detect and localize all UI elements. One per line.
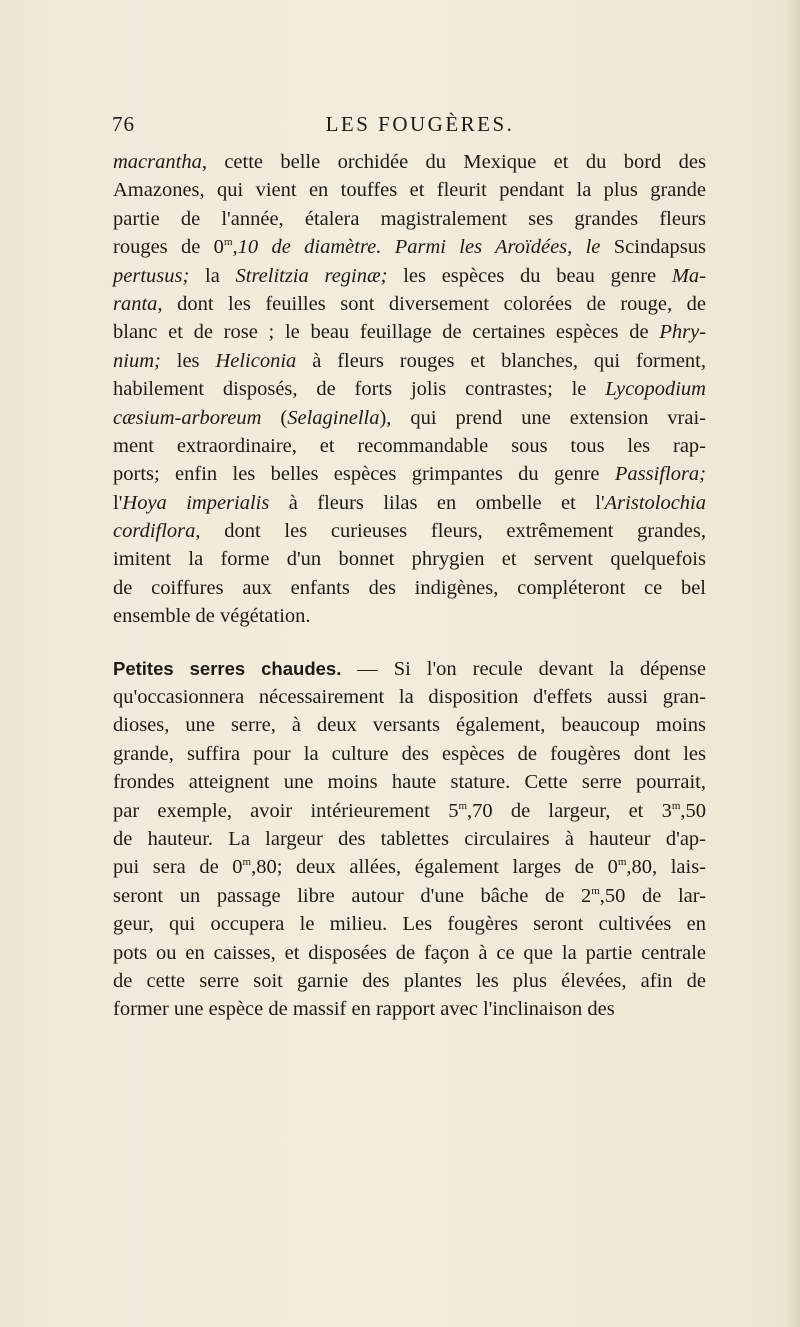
text-line bbox=[113, 740, 706, 768]
text-run: ment extraordinaire, et recommandable sous tous les rap- bbox=[113, 434, 706, 457]
text-line bbox=[113, 825, 706, 853]
text-run: rouges de 0 bbox=[113, 236, 224, 259]
text-run: pui sera de 0$^m$,80; deux allées, également larges de 0$^m$,80, lais- bbox=[113, 856, 707, 879]
text-run: de cette serre soit garnie des plantes les plus élevées, afin de bbox=[113, 969, 706, 992]
text-line bbox=[113, 995, 706, 1023]
text-line bbox=[113, 655, 706, 683]
text-run: l' bbox=[113, 491, 123, 514]
text-run: habilement disposés, de forts jolis contrastes; le bbox=[113, 378, 606, 401]
text-line bbox=[113, 711, 706, 739]
italic-term: Ma- bbox=[671, 264, 706, 287]
italic-term: Phry- bbox=[659, 321, 706, 344]
italic-term: Aristolochia bbox=[604, 491, 706, 514]
text-run: pots ou en caisses, et disposées de façon à ce que la partie centrale bbox=[113, 941, 706, 964]
text-line bbox=[113, 853, 706, 881]
italic-term: Hoya imperialis bbox=[122, 491, 270, 514]
text-line bbox=[113, 460, 706, 488]
italic-term: ,10 de diamètre. Parmi les Aroïdées, le bbox=[232, 236, 614, 259]
text-line bbox=[113, 768, 706, 796]
text-line bbox=[113, 574, 706, 602]
text-run: de hauteur. La largeur des tablettes circulaires à hauteur d'ap- bbox=[113, 827, 706, 850]
text-run: ( bbox=[261, 406, 288, 429]
text-line bbox=[113, 910, 706, 938]
body-text bbox=[113, 148, 706, 1024]
text-run: blanc et de rose ; le beau feuillage de certaines espèces de bbox=[113, 321, 660, 344]
page-number: 76 bbox=[112, 112, 135, 136]
italic-term: Heliconia bbox=[215, 349, 297, 372]
unit-superscript: m bbox=[242, 856, 252, 869]
text-run: , cette belle orchidée du Mexique et du bord des bbox=[201, 151, 706, 173]
text-line bbox=[113, 939, 706, 967]
text-line bbox=[113, 290, 706, 318]
unit-superscript: m bbox=[223, 236, 233, 249]
text-run: geur, qui occupera le milieu. Les fougères seront cultivées en bbox=[113, 913, 706, 936]
text-run: qu'occasionnera nécessairement la disposition d'effets aussi gran- bbox=[113, 686, 706, 709]
text-run: seront un passage libre autour d'une bâche de 2$^m$,50 de lar- bbox=[113, 884, 706, 907]
italic-term: macrantha bbox=[113, 151, 202, 173]
text-run: dioses, une serre, à deux versants également, beaucoup moins bbox=[113, 714, 706, 737]
text-run: ensemble de végétation. bbox=[113, 605, 311, 628]
text-run: ports; enfin les belles espèces grimpantes du genre bbox=[113, 463, 615, 486]
text-line bbox=[113, 375, 706, 403]
text-run: la bbox=[189, 264, 236, 287]
paragraph-plants bbox=[113, 148, 706, 631]
text-run: les bbox=[160, 349, 216, 372]
text-line bbox=[113, 148, 706, 176]
text-line bbox=[113, 602, 706, 630]
text-run: — Si l'on recule devant la dépense bbox=[341, 657, 706, 680]
running-title: LES FOUGÈRES. bbox=[325, 112, 515, 136]
italic-term: Selaginella bbox=[287, 406, 380, 429]
text-line bbox=[113, 347, 706, 375]
text-line bbox=[113, 683, 706, 711]
italic-term: Passiflora; bbox=[614, 463, 706, 486]
text-line bbox=[113, 233, 706, 261]
text-line bbox=[113, 262, 706, 290]
text-run: par exemple, avoir intérieurement 5$^m$,70 de largeur, et 3$^m$,50 bbox=[113, 799, 707, 822]
page-edge-shadow bbox=[786, 0, 800, 1327]
text-line bbox=[113, 882, 706, 910]
text-run: les espèces du beau genre bbox=[387, 264, 672, 287]
text-line bbox=[113, 404, 706, 432]
unit-superscript: m bbox=[617, 856, 627, 869]
italic-term: ranta, bbox=[113, 292, 163, 315]
text-line bbox=[113, 517, 706, 545]
italic-term: Strelitzia reginæ; bbox=[235, 264, 388, 287]
paragraph-petites-serres bbox=[113, 655, 706, 1024]
text-line bbox=[113, 489, 706, 517]
text-run: dont les feuilles sont diversement colorées de rouge, de bbox=[162, 292, 706, 315]
text-run: à fleurs lilas en ombelle et l' bbox=[269, 491, 605, 514]
text-line bbox=[113, 318, 706, 346]
text-line bbox=[113, 205, 706, 233]
text-run: dont les curieuses fleurs, extrêmement grandes, bbox=[200, 520, 706, 543]
text-run: de coiffures aux enfants des indigènes, compléteront ce bel bbox=[113, 576, 706, 599]
text-line bbox=[113, 797, 706, 825]
italic-term: nium; bbox=[113, 349, 161, 372]
text-run: partie de l'année, étalera magistralement ses grandes fleurs bbox=[113, 207, 706, 230]
text-run: ), qui prend une extension vrai- bbox=[379, 406, 706, 429]
italic-term: cordiflora, bbox=[113, 520, 201, 543]
text-run: former une espèce de massif en rapport avec l'inclinaison des bbox=[113, 998, 615, 1021]
text-line bbox=[113, 967, 706, 995]
italic-term: pertusus; bbox=[113, 264, 190, 287]
text-run: grande, suffira pour la culture des espèces de fougères dont les bbox=[113, 742, 706, 765]
text-line bbox=[113, 545, 706, 573]
italic-term: cæsium-arboreum bbox=[113, 406, 262, 429]
italic-term: Lycopodium bbox=[605, 378, 706, 401]
page-header bbox=[112, 112, 706, 142]
text-run: imitent la forme d'un bonnet phrygien et servent quelquefois bbox=[113, 548, 706, 571]
section-subhead: Petites serres chaudes. bbox=[113, 657, 342, 679]
text-run: Amazones, qui vient en touffes et fleurit pendant la plus grande bbox=[113, 179, 706, 202]
text-run: frondes atteignent une moins haute stature. Cette serre pourrait, bbox=[113, 771, 706, 794]
text-run: à fleurs rouges et blanches, qui forment, bbox=[296, 349, 706, 372]
text-line bbox=[113, 432, 706, 460]
unit-superscript: m bbox=[671, 799, 681, 812]
text-run: Scindapsus bbox=[613, 236, 706, 259]
text-line bbox=[113, 176, 706, 204]
unit-superscript: m bbox=[458, 799, 468, 812]
unit-superscript: m bbox=[591, 884, 600, 897]
